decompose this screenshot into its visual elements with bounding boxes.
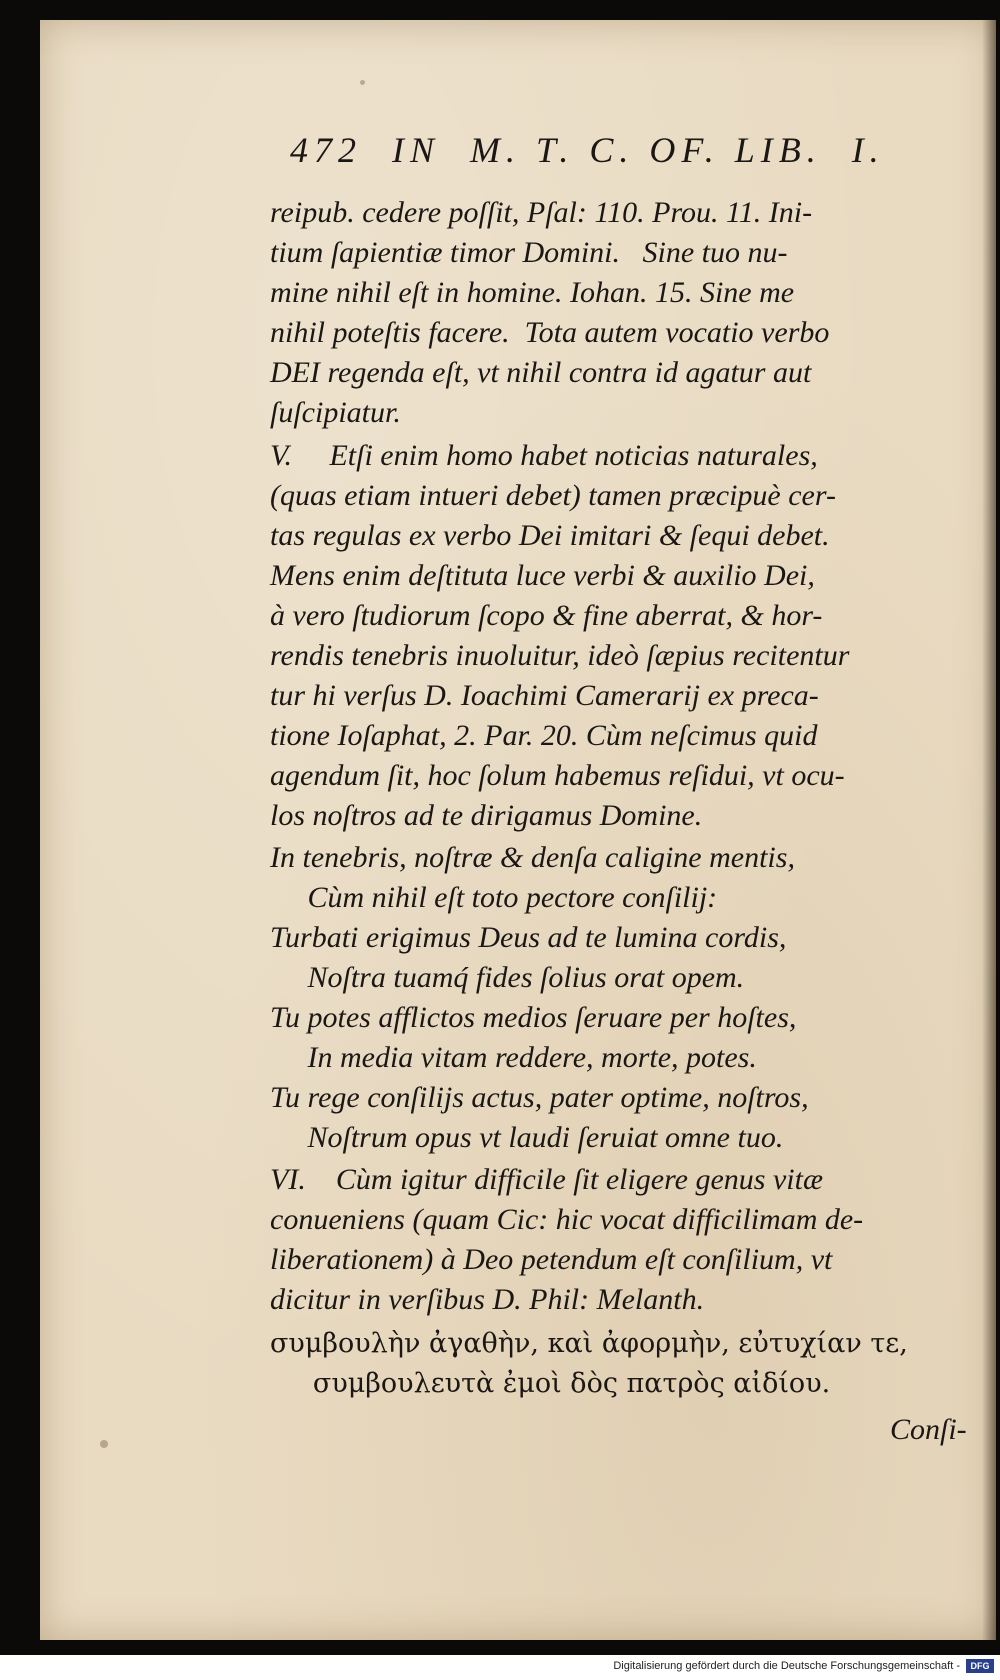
text-line: tium ſapientiæ timor Domini. Sine tuo nu- [270, 236, 788, 269]
footer-bar [0, 1655, 1000, 1680]
paper-spot [100, 1440, 108, 1448]
verse-line: Cùm nihil eſt toto pectore conſilij: [270, 881, 718, 914]
footer-credit: Digitalisierung gefördert durch die Deutsche Forschungsgemeinschaft - [613, 1660, 960, 1672]
text-line: tione Ioſaphat, 2. Par. 20. Cùm neſcimus quid [270, 719, 818, 752]
text-line: Mens enim deſtituta luce verbi & auxilio Dei, [270, 559, 815, 592]
greek-line: συμβουλὴν ἀγαθὴν, καὶ ἀφορμὴν, εὐτυχίαν τε, [270, 1328, 908, 1359]
verse-line: Turbati erigimus Deus ad te lumina cordis, [270, 921, 787, 954]
text-line: tas regulas ex verbo Dei imitari & ſequi debet. [270, 519, 830, 552]
dfg-logo-icon: DFG [966, 1659, 994, 1673]
text-line: DEI regenda eſt, vt nihil contra id agatur aut [270, 356, 812, 389]
text-line: tur hi verſus D. Ioachimi Camerarij ex preca- [270, 679, 819, 712]
page-edge-shadow [982, 20, 996, 1640]
catchword: Conſi- [890, 1413, 967, 1446]
book-page [40, 20, 996, 1640]
running-header: 472 IN M. T. C. OF. LIB. I. [290, 130, 885, 170]
text-line: à vero ſtudiorum ſcopo & fine aberrat, & hor- [270, 599, 823, 632]
verse-line: Tu potes afflictos medios ſeruare per hoſtes, [270, 1001, 797, 1034]
text-line: conueniens (quam Cic: hic vocat difficilimam de- [270, 1203, 864, 1236]
text-line: reipub. cedere poſſit, Pſal: 110. Prou. 11. Ini- [270, 196, 813, 229]
text-line: liberationem) à Deo petendum eſt conſilium, vt [270, 1243, 833, 1276]
paper-spot [360, 80, 365, 85]
verse-line: Noſtra tuamq́ fides ſolius orat opem. [270, 961, 745, 994]
text-line: rendis tenebris inuoluitur, ideò ſæpius recitentur [270, 639, 850, 672]
verse-line: In tenebris, noſtræ & denſa caligine mentis, [270, 841, 795, 874]
text-line: ſuſcipiatur. [270, 396, 401, 429]
text-line: nihil poteſtis facere. Tota autem vocatio verbo [270, 316, 830, 349]
text-line: V. Etſi enim homo habet noticias naturales, [270, 439, 818, 472]
text-line: dicitur in verſibus D. Phil: Melanth. [270, 1283, 705, 1316]
verse-line: Tu rege conſilijs actus, pater optime, noſtros, [270, 1081, 809, 1114]
verse-line: In media vitam reddere, morte, potes. [270, 1041, 757, 1074]
verse-line: Noſtrum opus vt laudi ſeruiat omne tuo. [270, 1121, 784, 1154]
text-line: agendum ſit, hoc ſolum habemus reſidui, vt ocu- [270, 759, 845, 792]
greek-line: συμβουλευτὰ ἐμοὶ δὸς πατρὸς αἰδίου. [270, 1368, 831, 1399]
text-line: los noſtros ad te dirigamus Domine. [270, 799, 703, 832]
text-line: (quas etiam intueri debet) tamen præcipuè cer- [270, 479, 836, 512]
text-line: VI. Cùm igitur difficile ſit eligere genus vitæ [270, 1163, 823, 1196]
text-line: mine nihil eſt in homine. Iohan. 15. Sine me [270, 276, 795, 309]
